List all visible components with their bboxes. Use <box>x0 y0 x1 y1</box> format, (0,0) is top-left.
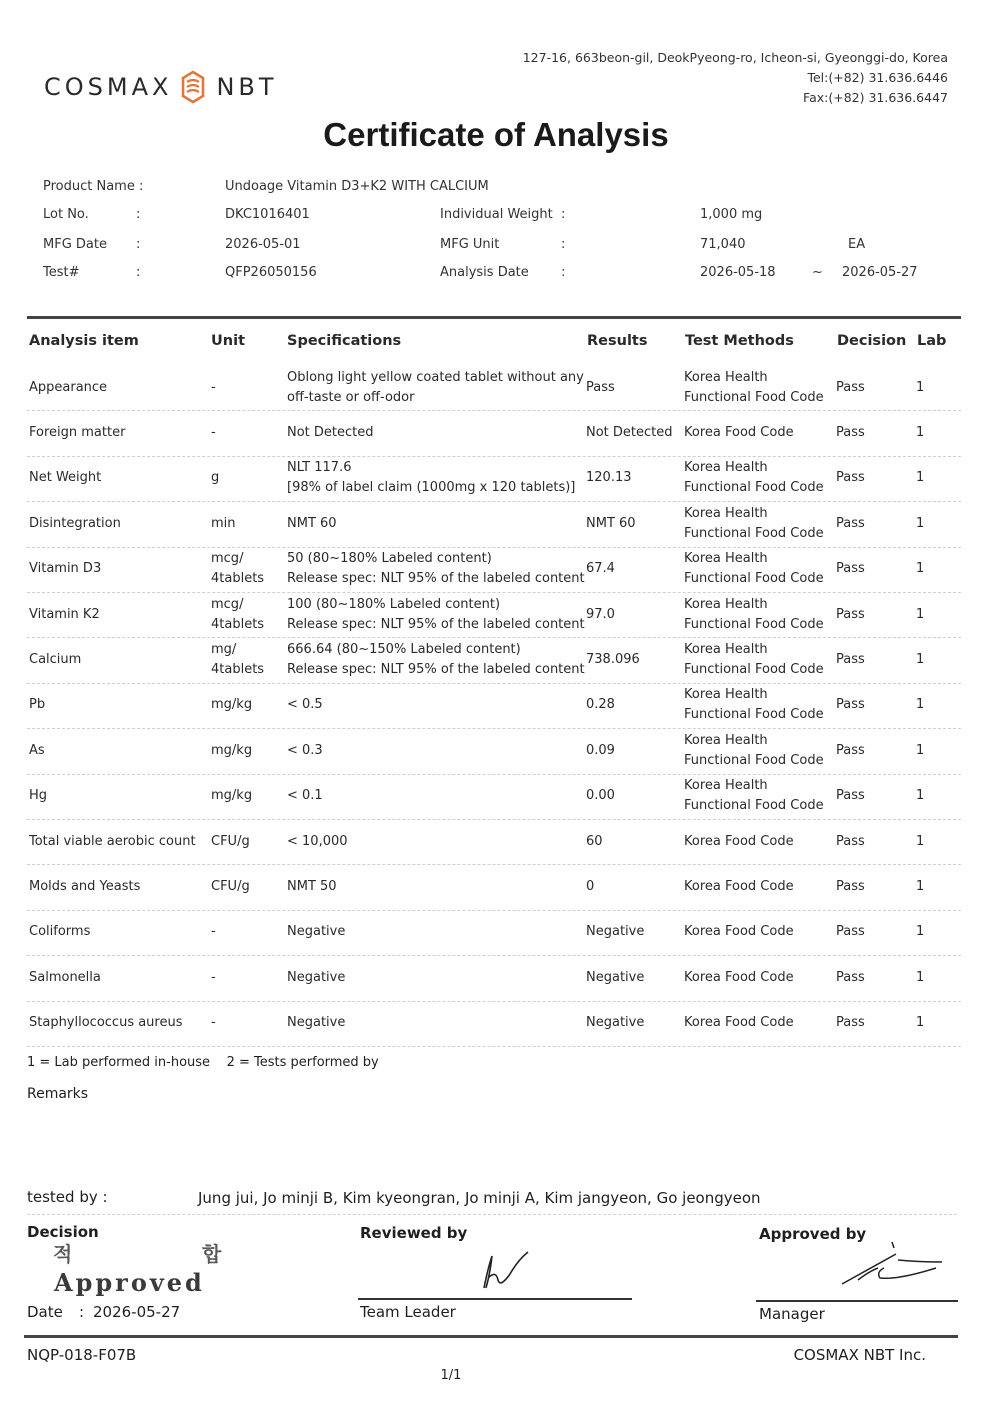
cell-unit-text: - <box>211 969 216 985</box>
approver-title: Manager <box>759 1305 825 1323</box>
cell-test-method-text: Korea Food Code <box>684 969 794 985</box>
cell-analysis-item-text: Net Weight <box>29 470 102 486</box>
cell-lab <box>916 501 924 546</box>
cell-test-method <box>684 910 794 955</box>
cell-test-method-text: Korea Health Functional Food Code <box>684 369 824 405</box>
cell-lab <box>916 456 924 501</box>
cell-specification-text: Negative <box>287 924 346 940</box>
cell-unit <box>211 955 216 1000</box>
cell-lab-text: 1 <box>916 652 925 668</box>
cell-lab <box>916 365 924 410</box>
cell-analysis-item-text: Calcium <box>29 652 82 668</box>
cell-decision-text: Pass <box>836 379 865 395</box>
cell-test-method <box>684 456 824 501</box>
cell-analysis-item <box>29 955 101 1000</box>
cell-decision-text: Pass <box>836 515 865 531</box>
cell-specification-text: < 0.5 <box>287 697 323 713</box>
cell-test-method <box>684 410 794 455</box>
cell-decision <box>836 410 865 455</box>
cell-lab <box>916 1001 924 1046</box>
approved-stamp: Approved <box>54 1268 205 1297</box>
cell-decision-text: Pass <box>836 924 865 940</box>
table-row <box>27 910 961 956</box>
cell-unit-text: mg/ 4tablets <box>211 642 265 678</box>
cell-test-method-text: Korea Food Code <box>684 425 794 441</box>
cell-test-method-text: Korea Health Functional Food Code <box>684 687 824 723</box>
cell-result-text: 120.13 <box>586 470 632 486</box>
cell-analysis-item-text: Coliforms <box>29 924 91 940</box>
header-results: Results <box>587 333 648 349</box>
reviewed-by-label: Reviewed by <box>360 1224 468 1242</box>
cell-result-text: Negative <box>586 1015 645 1031</box>
cell-decision <box>836 1001 865 1046</box>
cell-analysis-item-text: Total viable aerobic count <box>29 833 196 849</box>
cell-lab-text: 1 <box>916 379 925 395</box>
cell-specification-text: Not Detected <box>287 425 374 441</box>
cell-test-method <box>684 819 794 864</box>
cell-result <box>586 547 615 592</box>
cell-unit <box>211 592 264 637</box>
cell-analysis-item-text: Vitamin D3 <box>29 561 102 577</box>
cell-unit <box>211 1001 216 1046</box>
cell-analysis-item-text: Pb <box>29 697 46 713</box>
cell-lab-text: 1 <box>916 924 925 940</box>
cell-unit-text: mcg/ 4tablets <box>211 596 265 632</box>
cell-lab-text: 1 <box>916 425 925 441</box>
analysis-date-end: 2026-05-27 <box>842 265 918 280</box>
cell-result-text: NMT 60 <box>586 515 636 531</box>
footer-bottom-rule <box>24 1335 958 1338</box>
cell-result-text: 0.28 <box>586 697 615 713</box>
page-title: Certificate of Analysis <box>323 116 669 153</box>
cell-test-method <box>684 365 824 410</box>
header-specifications: Specifications <box>287 333 402 349</box>
tel: Tel:(+82) 31.636.6446 <box>807 70 948 85</box>
cell-unit <box>211 365 216 410</box>
cell-result-text: 97.0 <box>586 606 615 622</box>
cell-test-method-text: Korea Health Functional Food Code <box>684 732 824 768</box>
mfg-unit-suffix: EA <box>848 237 866 252</box>
cell-unit <box>211 774 252 819</box>
cell-analysis-item-text: Appearance <box>29 379 108 395</box>
cell-analysis-item-text: Hg <box>29 788 48 804</box>
cell-lab-text: 1 <box>916 561 925 577</box>
mfg-unit-value: 71,040 <box>700 237 746 252</box>
cell-unit-text: - <box>211 379 216 395</box>
cell-decision-text: Pass <box>836 470 865 486</box>
tested-by-label: tested by : <box>27 1188 108 1206</box>
analysis-date-label: Analysis Date <box>440 265 529 280</box>
cell-decision-text: Pass <box>836 788 865 804</box>
cell-test-method-text: Korea Food Code <box>684 924 794 940</box>
cell-result <box>586 365 615 410</box>
cell-result <box>586 683 615 728</box>
cell-specification-text: NMT 60 <box>287 515 337 531</box>
cell-lab-text: 1 <box>916 788 925 804</box>
cell-analysis-item-text: Molds and Yeasts <box>29 879 141 895</box>
cell-result <box>586 819 603 864</box>
cell-lab <box>916 592 924 637</box>
tested-by-names: Jung jui, Jo minji B, Kim kyeongran, Jo minji A, Kim jangyeon, Go jeongyeon <box>198 1189 761 1207</box>
header-test-methods: Test Methods <box>685 333 794 349</box>
cell-decision-text: Pass <box>836 697 865 713</box>
cell-lab-text: 1 <box>916 470 925 486</box>
analysis-date-start: 2026-05-18 <box>700 265 776 280</box>
individual-weight-value: 1,000 mg <box>700 207 763 222</box>
cell-analysis-item <box>29 365 107 410</box>
cell-result-text: Pass <box>586 379 615 395</box>
cell-specification-text: 666.64 (80~150% Labeled content) Release spec: NLT 95% of the labeled content <box>287 642 585 678</box>
document-code: NQP-018-F07B <box>27 1346 137 1364</box>
lot-label: Lot No. <box>43 207 89 222</box>
product-name-label: Product Name : <box>43 179 144 194</box>
cell-unit <box>211 547 264 592</box>
cell-analysis-item-text: Foreign matter <box>29 425 126 441</box>
cell-lab <box>916 955 924 1000</box>
cell-analysis-item <box>29 637 81 682</box>
table-row <box>27 774 961 820</box>
cell-unit-text: - <box>211 924 216 940</box>
cell-result-text: 738.096 <box>586 652 640 668</box>
cell-test-method-text: Korea Health Functional Food Code <box>684 460 824 496</box>
remarks-label: Remarks <box>27 1086 89 1102</box>
cell-decision <box>836 592 865 637</box>
header-unit: Unit <box>211 333 245 349</box>
cell-result <box>586 456 632 501</box>
cell-decision-text: Pass <box>836 606 865 622</box>
table-header-row <box>27 322 961 360</box>
cell-specification-text: Negative <box>287 1015 346 1031</box>
reviewer-signature-icon <box>470 1248 540 1296</box>
cell-unit <box>211 728 252 773</box>
cell-test-method <box>684 774 824 819</box>
cell-result-text: 60 <box>586 833 603 849</box>
cell-decision-text: Pass <box>836 879 865 895</box>
cell-unit-text: mg/kg <box>211 788 253 804</box>
cell-analysis-item <box>29 910 90 955</box>
reviewer-title: Team Leader <box>360 1303 456 1321</box>
table-row <box>27 683 961 729</box>
cell-specification-text: NMT 50 <box>287 879 337 895</box>
cell-test-method-text: Korea Food Code <box>684 1015 794 1031</box>
table-row <box>27 501 961 547</box>
date-label: Date <box>27 1303 63 1321</box>
table-row <box>27 864 961 910</box>
test-label: Test# <box>43 265 80 280</box>
cell-analysis-item <box>29 864 140 909</box>
cell-decision <box>836 456 865 501</box>
fax: Fax:(+82) 31.636.6447 <box>803 90 948 105</box>
stamp-korean-left: 적 <box>53 1242 76 1266</box>
cell-analysis-item <box>29 592 100 637</box>
cell-specification-text: < 0.3 <box>287 742 323 758</box>
cell-result <box>586 910 644 955</box>
cell-unit-text: CFU/g <box>211 833 250 849</box>
date-colon: : <box>79 1303 85 1321</box>
cell-decision-text: Pass <box>836 742 865 758</box>
test-value: QFP26050156 <box>225 265 317 280</box>
cell-lab-text: 1 <box>916 969 925 985</box>
cell-result <box>586 1001 644 1046</box>
approver-signature-icon <box>838 1238 948 1290</box>
cell-test-method <box>684 547 824 592</box>
cell-result <box>586 864 594 909</box>
cell-analysis-item-text: Disintegration <box>29 515 121 531</box>
table-row <box>27 728 961 774</box>
table-row <box>27 1001 961 1047</box>
cell-analysis-item <box>29 683 45 728</box>
cell-test-method-text: Korea Food Code <box>684 833 794 849</box>
cell-test-method-text: Korea Health Functional Food Code <box>684 642 824 678</box>
mfg-date-label: MFG Date <box>43 237 107 252</box>
date-value: 2026-05-27 <box>93 1303 181 1321</box>
cell-decision <box>836 501 865 546</box>
cell-analysis-item <box>29 728 45 773</box>
cell-analysis-item <box>29 501 121 546</box>
company-name-footer: COSMAX NBT Inc. <box>793 1346 926 1364</box>
cell-decision-text: Pass <box>836 1015 865 1031</box>
cell-lab <box>916 410 924 455</box>
cell-specification <box>287 1001 345 1046</box>
table-row <box>27 637 961 683</box>
cell-unit <box>211 864 250 909</box>
cell-result-text: 0.09 <box>586 742 615 758</box>
cell-test-method <box>684 955 794 1000</box>
cell-analysis-item-text: As <box>29 742 45 758</box>
cell-specification-text: Negative <box>287 969 346 985</box>
cell-lab-text: 1 <box>916 1015 925 1031</box>
table-row <box>27 410 961 456</box>
table-row <box>27 547 961 593</box>
cell-unit-text: mcg/ 4tablets <box>211 551 265 587</box>
cell-result <box>586 592 615 637</box>
cell-result <box>586 501 636 546</box>
cell-specification <box>287 456 575 501</box>
cell-decision <box>836 774 865 819</box>
cell-result-text: Not Detected <box>586 425 673 441</box>
table-top-rule <box>27 316 961 319</box>
cell-specification-text: 100 (80~180% Labeled content) Release spec: NLT 95% of the labeled content <box>287 596 585 632</box>
cell-lab-text: 1 <box>916 515 925 531</box>
mfg-unit-colon: : <box>561 237 566 252</box>
header-decision: Decision <box>837 333 907 349</box>
cell-analysis-item <box>29 819 196 864</box>
cell-decision-text: Pass <box>836 969 865 985</box>
cell-specification <box>287 637 585 682</box>
lot-colon: : <box>136 207 141 222</box>
cell-unit <box>211 456 219 501</box>
cell-unit <box>211 501 236 546</box>
cell-test-method-text: Korea Health Functional Food Code <box>684 505 824 541</box>
cell-result <box>586 955 644 1000</box>
decision-label: Decision <box>27 1223 99 1241</box>
cell-lab <box>916 819 924 864</box>
cell-test-method <box>684 501 824 546</box>
cell-decision <box>836 728 865 773</box>
cell-decision <box>836 683 865 728</box>
cell-analysis-item <box>29 774 47 819</box>
approved-by-label: Approved by <box>759 1225 867 1243</box>
cell-lab-text: 1 <box>916 833 925 849</box>
company-address-block <box>523 48 948 108</box>
cell-lab <box>916 547 924 592</box>
cell-unit-text: mg/kg <box>211 742 253 758</box>
cell-unit <box>211 410 216 455</box>
cell-test-method-text: Korea Health Functional Food Code <box>684 778 824 814</box>
cell-specification <box>287 410 374 455</box>
cell-result <box>586 774 615 819</box>
cell-result-text: Negative <box>586 924 645 940</box>
cell-result-text: 67.4 <box>586 561 615 577</box>
cell-test-method-text: Korea Health Functional Food Code <box>684 551 824 587</box>
cell-specification-text: Oblong light yellow coated tablet without any off-taste or off-odor <box>287 369 584 405</box>
cell-specification <box>287 864 337 909</box>
individual-weight-colon: : <box>561 207 566 222</box>
cell-test-method <box>684 728 824 773</box>
cell-lab-text: 1 <box>916 742 925 758</box>
cell-unit-text: min <box>211 515 236 531</box>
cell-result <box>586 637 640 682</box>
cell-specification <box>287 728 323 773</box>
lot-value: DKC1016401 <box>225 207 310 222</box>
cell-specification <box>287 955 345 1000</box>
table-row <box>27 365 961 411</box>
logo-text-right: NBT <box>216 73 278 101</box>
cell-test-method <box>684 637 824 682</box>
cell-analysis-item-text: Staphyllococcus aureus <box>29 1015 183 1031</box>
tested-by-divider <box>27 1214 957 1215</box>
cell-unit <box>211 819 250 864</box>
cell-test-method <box>684 592 824 637</box>
cell-unit-text: - <box>211 425 216 441</box>
cell-lab <box>916 910 924 955</box>
cell-specification <box>287 910 345 955</box>
cell-unit-text: CFU/g <box>211 879 250 895</box>
table-row <box>27 456 961 502</box>
cell-decision <box>836 365 865 410</box>
test-colon: : <box>136 265 141 280</box>
cell-lab <box>916 637 924 682</box>
analysis-date-tilde: ~ <box>812 265 823 280</box>
cell-lab <box>916 774 924 819</box>
cell-result <box>586 410 673 455</box>
page-number: 1/1 <box>440 1368 462 1383</box>
cell-lab-text: 1 <box>916 879 925 895</box>
cell-specification <box>287 819 348 864</box>
address: 127-16, 663beon-gil, DeokPyeong-ro, Icheon-si, Gyeonggi-do, Korea <box>522 50 948 65</box>
cell-lab-text: 1 <box>916 697 925 713</box>
table-row <box>27 819 961 865</box>
reviewer-signature-line <box>358 1298 632 1300</box>
cell-test-method-text: Korea Food Code <box>684 879 794 895</box>
cell-specification <box>287 501 337 546</box>
company-logo <box>44 70 278 104</box>
cell-analysis-item-text: Salmonella <box>29 969 101 985</box>
cell-test-method <box>684 864 794 909</box>
cell-decision <box>836 864 865 909</box>
cell-analysis-item-text: Vitamin K2 <box>29 606 100 622</box>
stamp-korean-right: 합 <box>202 1242 225 1266</box>
cell-specification <box>287 547 585 592</box>
cell-unit <box>211 637 264 682</box>
cell-unit <box>211 683 252 728</box>
cell-decision <box>836 819 865 864</box>
cell-decision-text: Pass <box>836 425 865 441</box>
cell-unit-text: mg/kg <box>211 697 253 713</box>
cell-specification-text: < 0.1 <box>287 788 323 804</box>
cell-lab-text: 1 <box>916 606 925 622</box>
cell-analysis-item <box>29 1001 183 1046</box>
cell-lab <box>916 864 924 909</box>
cell-unit <box>211 910 216 955</box>
cell-lab <box>916 728 924 773</box>
cell-decision <box>836 910 865 955</box>
header-analysis-item: Analysis item <box>29 333 139 349</box>
cosmax-emblem-icon <box>180 70 206 104</box>
cell-analysis-item <box>29 410 125 455</box>
cell-result-text: Negative <box>586 969 645 985</box>
cell-specification <box>287 592 585 637</box>
cell-result <box>586 728 615 773</box>
cell-decision-text: Pass <box>836 652 865 668</box>
approver-signature-line <box>756 1300 958 1302</box>
cell-analysis-item <box>29 456 101 501</box>
cell-result-text: 0 <box>586 879 595 895</box>
mfg-date-value: 2026-05-01 <box>225 237 301 252</box>
cell-decision <box>836 955 865 1000</box>
cell-specification <box>287 683 323 728</box>
cell-decision <box>836 547 865 592</box>
cell-test-method <box>684 683 824 728</box>
cell-analysis-item <box>29 547 101 592</box>
cell-specification-text: 50 (80~180% Labeled content) Release spec: NLT 95% of the labeled content <box>287 551 585 587</box>
product-name-value: Undoage Vitamin D3+K2 WITH CALCIUM <box>225 179 489 194</box>
cell-test-method-text: Korea Health Functional Food Code <box>684 596 824 632</box>
cell-unit-text: - <box>211 1015 216 1031</box>
cell-result-text: 0.00 <box>586 788 615 804</box>
cell-unit-text: g <box>211 470 220 486</box>
mfg-unit-label: MFG Unit <box>440 237 500 252</box>
cell-specification <box>287 365 584 410</box>
cell-lab <box>916 683 924 728</box>
table-row <box>27 592 961 638</box>
cell-decision <box>836 637 865 682</box>
cell-test-method <box>684 1001 794 1046</box>
header-lab: Lab <box>917 333 947 349</box>
table-row <box>27 955 961 1001</box>
individual-weight-label: Individual Weight <box>440 207 553 222</box>
cell-specification-text: NLT 117.6 [98% of label claim (1000mg x 120 tablets)] <box>287 460 576 496</box>
analysis-date-colon: : <box>561 265 566 280</box>
mfg-date-colon: : <box>136 237 141 252</box>
cell-decision-text: Pass <box>836 833 865 849</box>
lab-legend: 1 = Lab performed in-house 2 = Tests performed by <box>27 1055 379 1070</box>
cell-decision-text: Pass <box>836 561 865 577</box>
logo-text-left: COSMAX <box>44 73 173 101</box>
cell-specification <box>287 774 323 819</box>
cell-specification-text: < 10,000 <box>287 833 348 849</box>
